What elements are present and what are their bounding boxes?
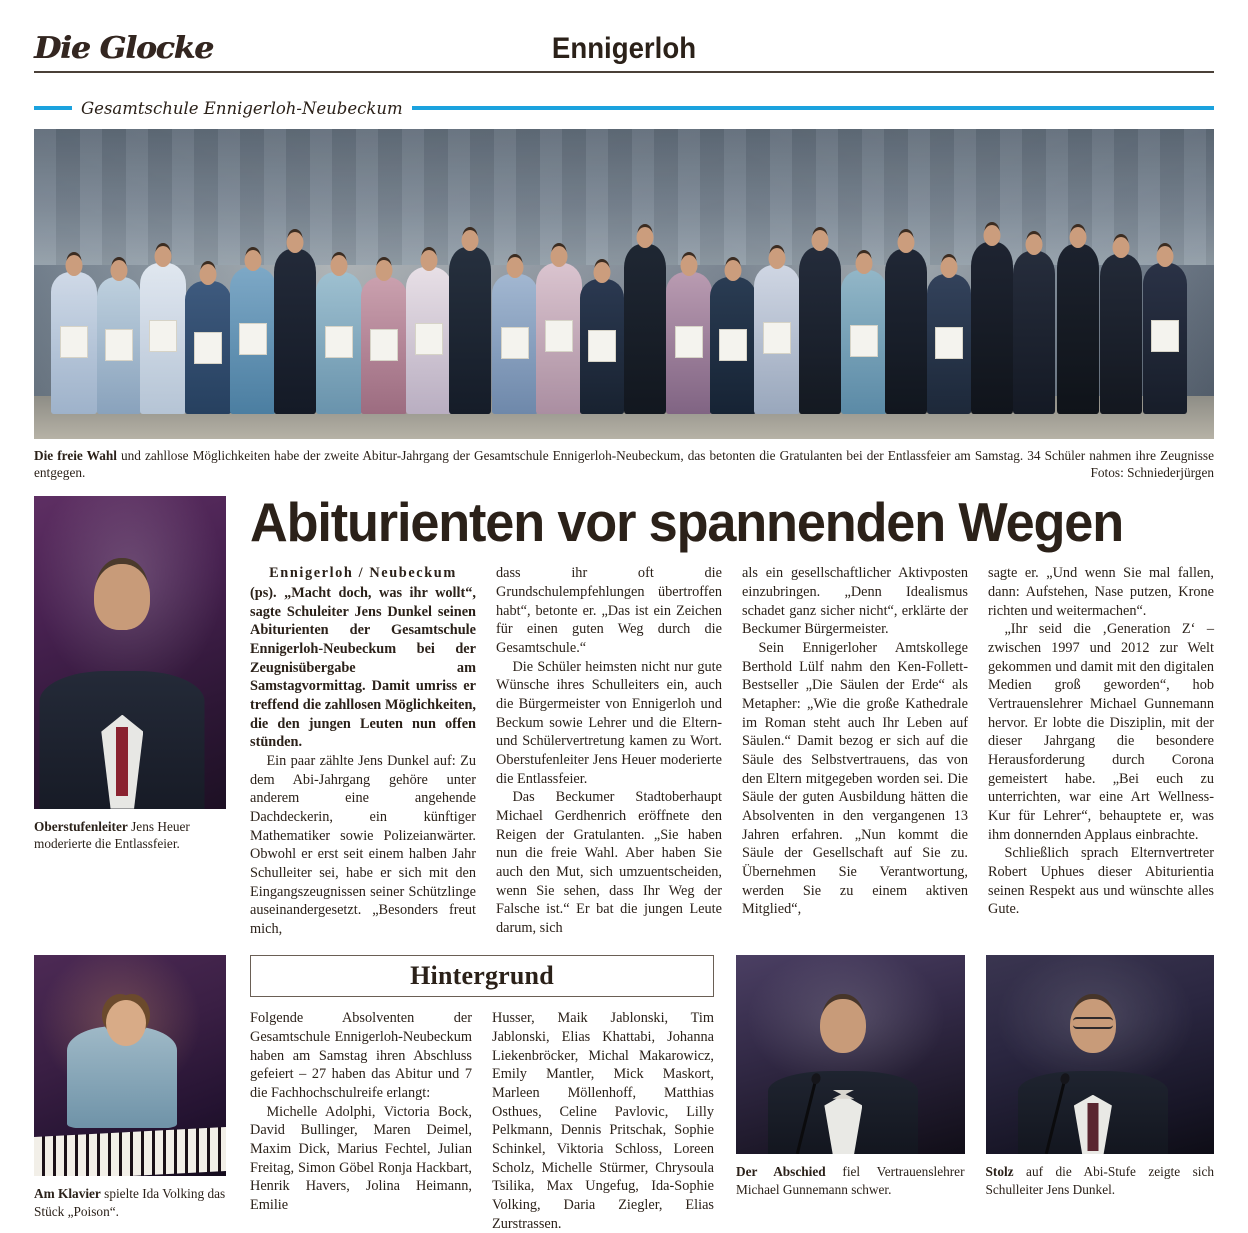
- kicker-dash-icon: [34, 106, 72, 110]
- bottom-photo-2-wrapper: [986, 955, 1215, 1198]
- article-paragraph: Die Schüler heimsten nicht nur gute Wünsche ihres Schulleiters ein, auch die Bürgermeister von Ennigerloh und Beckum sowie Lehrer und die Eltern- und Schülervertretung kamen zu Wort. Oberstufenleiter Jens Heuer moderierte die Entlassfeier.: [496, 658, 722, 787]
- article-column-1: [250, 564, 476, 938]
- hintergrund-paragraph: Husser, Maik Jablonski, Tim Jablonski, Elias Khattabi, Johanna Liekenbröcker, Michal Makarowicz, Emily Mantler, Mick Maskort, Marleen Möllenhoff, Matthias Osthues, Celine Pavlovic, Lilly Pelkmann, Dennis Pritschak, Sophie Schinkel, Viktoria Schloss, Loreen Scholz, Michelle Stürmer, Chrysoula Tsilika, Max Ungefug, Ida-Sophie Volking, Daria Ziegler, Elias Zurstrassen.: [492, 1010, 714, 1232]
- article-paragraph: Das Beckumer Stadtoberhaupt Michael Gerdhenrich eröffnete den Reigen der Gratulanten. „Sie haben nun die freie Wahl. Aber haben Sie auch den Mut, sich umzuentscheiden, wenn Sie sehen, dass Ihr Weg der Falsche ist.“ Er bat die jungen Leute darum, sich: [496, 789, 722, 936]
- piano-photo-caption: [34, 1185, 226, 1220]
- article-column-3: [742, 564, 968, 938]
- speaker-tie: [116, 727, 128, 796]
- photo-abschied: [736, 955, 965, 1154]
- masthead-divider: [34, 71, 1214, 73]
- kicker-label: Gesamtschule Ennigerloh-Neubeckum: [81, 98, 403, 118]
- article-body-columns: [250, 564, 1214, 938]
- hero-photo-group: [34, 129, 1214, 439]
- article-column-2: [496, 564, 722, 938]
- main-article: [34, 490, 1214, 939]
- article-paragraph: Schließlich sprach Elternvertreter Robert Uphues dieser Abiturientia seinen Respekt aus und wünschte alles Gute.: [988, 845, 1214, 918]
- piano-caption-lead: Am Klavier: [34, 1186, 101, 1202]
- hintergrund-paragraph: Michelle Adolphi, Victoria Bock, David Bullinger, Maren Deimel, Maxim Dick, Marius Fechtel, Julian Freitag, Simon Göbel Ronja Hackbart, Henrik Havers, Jolina Heimann, Emilie: [250, 1103, 472, 1214]
- article-dateline: Ennigerloh / Neubeckum: [269, 565, 457, 582]
- article-paragraph: dass ihr oft die Grundschulempfehlungen übertroffen habt“, betonte er. „Das ist ein Zeichen für einen guten Weg durch die Gesamtschule.“: [496, 565, 722, 656]
- bottom-photo-2-caption-text: auf die Abi-Stufe zeigte sich Schulleiter Jens Dunkel.: [985, 1164, 1214, 1197]
- bottom-photo-grid: [736, 955, 1214, 1198]
- piano-keys: [34, 1127, 226, 1176]
- hintergrund-columns: [250, 1009, 714, 1233]
- hintergrund-column-2: [492, 1009, 714, 1233]
- article-lede-text: (ps). „Macht doch, was ihr wollt“, sagte Schuleiter Jens Dunkel seinen Abiturienten der Gesamtschule Ennigerloh-Neubeckum bei der Zeugnisübergabe am Samstagvormittag. Damit umriss er treffend die zahllosen Möglichkeiten, die den jungen Leuten nun offen stünden.: [250, 585, 476, 751]
- abschied-head: [820, 999, 866, 1053]
- article-column-4: [988, 564, 1214, 938]
- article-side-photo-column: [34, 496, 250, 939]
- photo-credit: Fotos: Schniederjürgen: [1083, 464, 1214, 481]
- article-paragraph: „Ihr seid die ‚Generation Z‘ – zwischen 1997 und 2012 zur Welt gekommen und damit mit den digitalen Medien groß geworden“, hob Vertrauenslehrer Michael Gunnemann hervor. Er lobte die Disziplin, mit der dieser Jahrgang die besondere Herausforderung durch Corona gemeistert habe. „Bei euch zu unterrichten, war eine Art Wellness-Kur für Lehrer“, behauptete er, was ihm donnernden Applaus einbrachte.: [988, 621, 1214, 843]
- pianist-head: [106, 1000, 146, 1046]
- article-paragraph: sagte er. „Und wenn Sie mal fallen, dann: Aufstehen, Nase putzen, Krone richten und weitermachen“.: [988, 565, 1214, 619]
- article-lede: [250, 564, 476, 752]
- photo-piano-image: [34, 955, 226, 1176]
- hero-photo-graduates: [34, 185, 1214, 414]
- side-photo-caption-text: Jens Heuer moderierte die Entlassfeier.: [34, 818, 190, 851]
- article-paragraph: Sein Ennigerloher Amtskollege Berthold Lülf nahm den Ken-Follett-Bestseller „Die Säulen der Erde“ als Metapher: „Wie die große Kathedrale im Roman steht auch Ihr Leben auf Säulen.“ Damit bezog er sich auf die Säule des Selbstvertrauens, das von den Eltern mitgegeben worden sei. Die Säule der guten Ausbildung hätten die Absolventen in den vergangenen 13 Jahren erfahren. „Nun kommt die Säule der Gesellschaft auf Sie zu. Übernehmen Sie Verantwortung, werden Sie zu einem aktiven Mitglied“,: [742, 639, 968, 918]
- glasses-icon: [1073, 1017, 1113, 1029]
- bottom-photo-2-caption: [986, 1163, 1215, 1198]
- article-paragraph: Ein paar zählte Jens Dunkel auf: Zu dem Abi-Jahrgang gehöre unter anderem eine angehende Dachdeckerin, ein künftiger Mathematiker sowie Polizeianwärter. Obwohl er erst seit einem halben Jahr Schulleiter sei, habe er sich mit den Eingangszeugnissen seiner Schützlinge auseinandergesetzt. „Besonders freut mich,: [250, 752, 476, 937]
- article-headline: Abiturienten vor spannenden Wegen: [250, 490, 1123, 553]
- piano-caption-text: spielte Ida Volking das Stück „Poison“.: [34, 1186, 226, 1219]
- bottom-section: [34, 955, 1214, 1233]
- side-photo-caption: [34, 818, 226, 853]
- article-text-column: [250, 490, 1214, 939]
- hero-photo-caption: [34, 447, 1214, 482]
- bottom-photo-1-caption-lead: Der Abschied: [736, 1164, 826, 1180]
- photo-oberstufenleiter-image: [34, 496, 226, 809]
- side-photo-caption-lead: Oberstufenleiter: [34, 818, 128, 834]
- hintergrund-title: Hintergrund: [410, 961, 554, 991]
- masthead: [34, 0, 1214, 64]
- bottom-photo-1-caption: [736, 1163, 965, 1198]
- photo-stolz: [986, 955, 1215, 1154]
- stolz-tie: [1087, 1103, 1098, 1151]
- photo-oberstufenleiter: [34, 496, 226, 809]
- hintergrund-box: [250, 955, 714, 997]
- bottom-photo-2-caption-lead: Stolz: [985, 1164, 1014, 1180]
- bottom-photo-1-wrapper: [736, 955, 965, 1198]
- piano-photo-column: [34, 955, 250, 1220]
- hero-caption-lead: Die freie Wahl: [34, 448, 117, 463]
- hintergrund-column-1: [250, 1009, 472, 1233]
- hero-caption-text: und zahllose Möglichkeiten habe der zweite Abitur-Jahrgang der Gesamtschule Ennigerloh-Neubeckum, das betonten die Gratulanten bei der Entlassfeier am Samstag. 34 Schüler nahmen ihre Zeugnisse entgegen.: [34, 448, 1214, 481]
- hintergrund-paragraph: Folgende Absolventen der Gesamtschule Ennigerloh-Neubeckum haben am Samstag ihren Abschluss gefeiert – 27 haben das Abitur und 7 die Fachhochschulreife erlangt:: [250, 1010, 472, 1102]
- article-paragraph: als ein gesellschaftlicher Aktivposten einzubringen. „Denn Idealismus schadet ganz sicher nicht“, erklärte der Beckumer Bürgermeister.: [742, 565, 968, 638]
- hintergrund-box-column: [250, 955, 736, 1233]
- page-title: Ennigerloh: [551, 32, 697, 65]
- kicker-rule: [412, 106, 1214, 110]
- section-kicker: [34, 98, 1214, 118]
- bottom-photo-1-caption-text: fiel Vertrauenslehrer Michael Gunnemann schwer.: [736, 1164, 965, 1197]
- photo-piano: [34, 955, 226, 1176]
- speaker-head: [94, 564, 150, 630]
- newspaper-logo: Die Glocke: [34, 31, 213, 66]
